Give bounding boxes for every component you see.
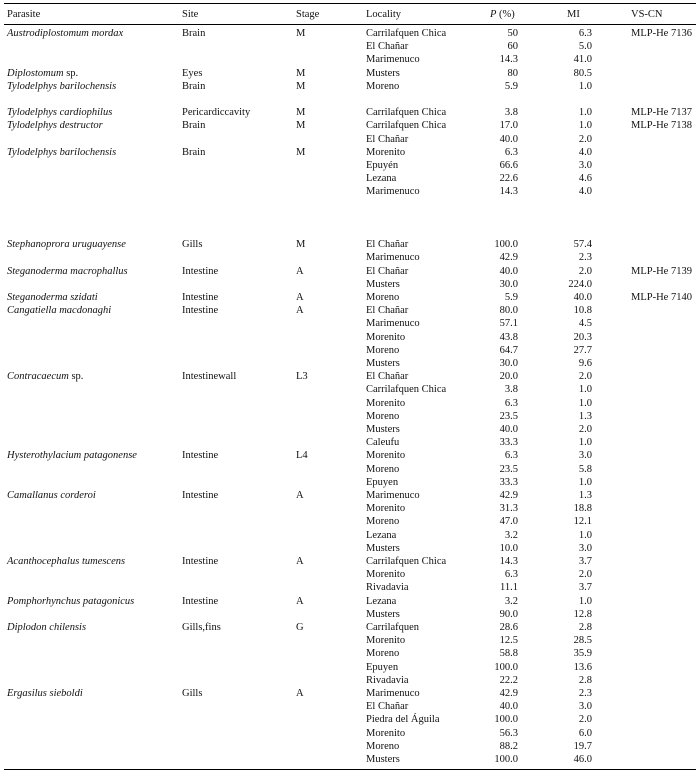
cell-locality: Marimenuco [366, 186, 420, 198]
cell-mean-intensity: 5.8 [578, 463, 592, 475]
cell-prevalence: 60 [507, 41, 518, 53]
cell-locality: Moreno [366, 80, 400, 92]
cell-stage: L4 [296, 450, 308, 462]
species-abbreviation: sp. [68, 371, 84, 383]
species-abbreviation: sp. [63, 67, 79, 79]
cell-locality: Carrilafquen Chica [366, 107, 447, 119]
cell-mean-intensity: 2.0 [578, 424, 592, 435]
cell-mean-intensity: 4.0 [578, 146, 592, 158]
cell-parasite: Austrodiplostomum mordax [7, 28, 124, 39]
genus-name: Diplostomum [7, 67, 64, 79]
cell-prevalence: 14.3 [499, 54, 518, 66]
cell-prevalence: 42.9 [499, 688, 518, 699]
cell-mean-intensity: 1.0 [578, 437, 592, 449]
cell-parasite: Diplodon chilensis [7, 622, 87, 633]
cell-site: Gills [182, 688, 203, 699]
cell-mean-intensity: 19.7 [573, 740, 592, 752]
cell-locality: Lezana [366, 529, 397, 541]
table-row [4, 410, 696, 423]
cell-locality: Morenito [366, 450, 406, 462]
cell-locality: Morenito [366, 331, 406, 343]
table-row [4, 317, 696, 330]
header-prevalence-symbol: P [490, 9, 497, 20]
table-row [4, 67, 696, 80]
table-row [4, 687, 696, 700]
cell-locality: Marimenuco [366, 252, 420, 264]
header-parasite: Parasite [7, 9, 41, 20]
cell-mean-intensity: 224.0 [568, 278, 592, 290]
table-row [4, 344, 696, 357]
table-row [4, 515, 696, 528]
cell-mean-intensity: 3.0 [578, 701, 592, 713]
cell-site: Intestine [182, 595, 219, 607]
cell-stage: A [296, 556, 304, 567]
cell-mean-intensity: 2.3 [578, 688, 592, 699]
table-row [4, 674, 696, 687]
cell-site: Gills [182, 239, 203, 251]
cell-locality: Musters [366, 358, 400, 369]
cell-parasite: Stephanoprora uruguayense [7, 239, 126, 251]
cell-mean-intensity: 57.4 [573, 239, 592, 251]
table-row [4, 53, 696, 66]
top-rule [4, 3, 696, 4]
cell-prevalence: 57.1 [499, 318, 518, 330]
cell-prevalence: 40.0 [499, 133, 518, 145]
cell-prevalence: 17.0 [499, 120, 518, 132]
cell-prevalence: 56.3 [499, 727, 518, 739]
cell-mean-intensity: 1.0 [578, 397, 592, 409]
cell-prevalence: 6.3 [504, 450, 518, 462]
table-row [4, 700, 696, 713]
cell-prevalence: 64.7 [499, 344, 518, 356]
table-row [4, 608, 696, 621]
table-row [4, 727, 696, 740]
table-row [4, 383, 696, 396]
cell-prevalence: 23.5 [499, 410, 518, 422]
cell-site: Intestine [182, 265, 219, 277]
cell-prevalence: 3.8 [504, 384, 518, 396]
cell-locality: Musters [366, 424, 400, 435]
cell-site: Eyes [182, 67, 203, 79]
cell-prevalence: 40.0 [499, 424, 518, 435]
cell-site: Brain [182, 120, 206, 132]
table-row [4, 753, 696, 766]
table-row [4, 713, 696, 726]
cell-prevalence: 40.0 [499, 701, 518, 713]
cell-mean-intensity: 9.6 [578, 358, 592, 369]
cell-voucher: MLP-He 7140 [631, 292, 692, 303]
cell-mean-intensity: 12.1 [573, 516, 592, 528]
cell-locality: Epuyén [366, 160, 399, 171]
cell-prevalence: 31.3 [499, 503, 518, 515]
cell-stage: M [296, 67, 306, 79]
cell-locality: Moreno [366, 648, 400, 660]
cell-prevalence: 58.8 [499, 648, 518, 660]
cell-prevalence: 30.0 [499, 278, 518, 290]
table-row [4, 106, 696, 119]
cell-mean-intensity: 1.0 [578, 384, 592, 396]
cell-site: Pericardiccavity [182, 107, 251, 119]
table-row [4, 251, 696, 264]
cell-locality: Morenito [366, 569, 406, 581]
table-row [4, 595, 696, 608]
cell-prevalence: 43.8 [499, 331, 518, 343]
header-site: Site [182, 9, 199, 20]
table-row [4, 397, 696, 410]
cell-locality: El Chañar [366, 371, 409, 383]
cell-mean-intensity: 12.8 [573, 608, 592, 620]
cell-mean-intensity: 1.0 [578, 107, 592, 119]
cell-mean-intensity: 1.0 [578, 476, 592, 488]
cell-voucher: MLP-He 7136 [631, 28, 692, 39]
cell-mean-intensity: 1.3 [578, 490, 592, 501]
cell-locality: Epuyen [366, 476, 399, 488]
cell-locality: Moreno [366, 740, 400, 752]
table-row [4, 463, 696, 476]
cell-voucher: MLP-He 7137 [631, 107, 692, 119]
table-row [4, 489, 696, 502]
cell-stage: M [296, 107, 306, 119]
cell-mean-intensity: 3.7 [578, 582, 592, 594]
cell-mean-intensity: 18.8 [573, 503, 592, 515]
cell-prevalence: 23.5 [499, 463, 518, 475]
cell-mean-intensity: 28.5 [573, 635, 592, 647]
cell-prevalence: 6.3 [504, 397, 518, 409]
cell-mean-intensity: 80.5 [573, 67, 592, 79]
cell-stage: A [296, 265, 304, 277]
cell-stage: A [296, 595, 304, 607]
cell-site: Brain [182, 80, 206, 92]
cell-mean-intensity: 6.0 [578, 727, 592, 739]
cell-locality: Musters [366, 754, 400, 765]
cell-parasite: Pomphorhynchus patagonicus [7, 595, 135, 607]
cell-mean-intensity: 2.0 [578, 714, 592, 726]
cell-mean-intensity: 1.0 [578, 595, 592, 607]
cell-mean-intensity: 13.6 [573, 661, 592, 673]
cell-mean-intensity: 40.0 [573, 292, 592, 303]
table-row [4, 449, 696, 462]
cell-mean-intensity: 2.0 [578, 265, 592, 277]
cell-locality: Moreno [366, 344, 400, 356]
table-row [4, 555, 696, 568]
cell-site: Brain [182, 146, 206, 158]
cell-mean-intensity: 35.9 [573, 648, 592, 660]
cell-stage: L3 [296, 371, 308, 383]
cell-stage: M [296, 28, 306, 39]
table-row [4, 291, 696, 304]
table-row [4, 529, 696, 542]
table-row [4, 357, 696, 370]
cell-prevalence: 30.0 [499, 358, 518, 369]
cell-prevalence: 88.2 [499, 740, 518, 752]
cell-prevalence: 33.3 [499, 476, 518, 488]
table-row [4, 621, 696, 634]
cell-prevalence: 100.0 [494, 239, 518, 251]
cell-mean-intensity: 6.3 [578, 28, 592, 39]
cell-prevalence: 100.0 [494, 754, 518, 765]
table-row [4, 27, 696, 40]
cell-voucher: MLP-He 7139 [631, 265, 692, 277]
cell-prevalence: 3.8 [504, 107, 518, 119]
cell-prevalence: 80.0 [499, 305, 518, 317]
cell-mean-intensity: 2.0 [578, 133, 592, 145]
cell-prevalence: 33.3 [499, 437, 518, 449]
header-prevalence-unit: (%) [496, 9, 515, 20]
table-row [4, 304, 696, 317]
cell-prevalence: 10.0 [499, 542, 518, 554]
cell-locality: Musters [366, 67, 400, 79]
table-row [4, 423, 696, 436]
table-row [4, 278, 696, 291]
cell-locality: El Chañar [366, 265, 409, 277]
cell-parasite: Steganoderma szidati [7, 292, 98, 303]
table-row [4, 370, 696, 383]
cell-stage: M [296, 239, 306, 251]
cell-prevalence: 12.5 [499, 635, 518, 647]
cell-mean-intensity: 27.7 [573, 344, 592, 356]
cell-parasite: Acanthocephalus tumescens [7, 556, 126, 567]
cell-parasite: Tylodelphys cardiophilus [7, 107, 113, 119]
cell-locality: Carrilafquen Chica [366, 384, 447, 396]
cell-locality: Moreno [366, 410, 400, 422]
cell-mean-intensity: 3.0 [578, 160, 592, 171]
cell-prevalence: 6.3 [504, 146, 518, 158]
cell-site: Intestine [182, 450, 219, 462]
genus-name: Contracaecum [7, 371, 69, 383]
cell-locality: Piedra del Águila [366, 714, 440, 726]
cell-parasite [7, 67, 78, 80]
cell-locality: Marimenuco [366, 688, 420, 699]
cell-parasite: Tylodelphys destructor [7, 120, 103, 132]
cell-locality: Lezana [366, 595, 397, 607]
cell-locality: El Chañar [366, 133, 409, 145]
cell-mean-intensity: 3.0 [578, 450, 592, 462]
cell-prevalence: 80 [507, 67, 518, 79]
table-row [4, 172, 696, 185]
table-row [4, 331, 696, 344]
cell-prevalence: 20.0 [499, 371, 518, 383]
cell-locality: El Chañar [366, 701, 409, 713]
cell-locality: Rivadavia [366, 582, 409, 594]
table-row [4, 80, 696, 93]
cell-mean-intensity: 2.0 [578, 371, 592, 383]
cell-stage: M [296, 80, 306, 92]
cell-parasite: Tylodelphys barilochensis [7, 80, 117, 92]
cell-locality: Carrilafquen [366, 622, 420, 633]
cell-mean-intensity: 41.0 [573, 54, 592, 66]
cell-parasite: Ergasilus sieboldi [7, 688, 83, 699]
cell-locality: Morenito [366, 503, 406, 515]
cell-prevalence: 28.6 [499, 622, 518, 633]
cell-locality: El Chañar [366, 305, 409, 317]
table-row [4, 661, 696, 674]
cell-mean-intensity: 5.0 [578, 41, 592, 53]
cell-prevalence: 22.2 [499, 674, 518, 686]
cell-parasite: Cangatiella macdonaghi [7, 305, 112, 317]
table-row [4, 542, 696, 555]
cell-prevalence: 14.3 [499, 556, 518, 567]
header-locality: Locality [366, 9, 401, 20]
cell-locality: Marimenuco [366, 490, 420, 501]
cell-locality: Carrilafquen Chica [366, 120, 447, 132]
cell-locality: Carrilafquen Chica [366, 556, 447, 567]
table-row [4, 146, 696, 159]
cell-locality: Morenito [366, 635, 406, 647]
cell-stage: A [296, 490, 304, 501]
cell-mean-intensity: 2.0 [578, 569, 592, 581]
cell-mean-intensity: 10.8 [573, 305, 592, 317]
table-row [4, 740, 696, 753]
cell-locality: Morenito [366, 146, 406, 158]
cell-locality: Rivadavia [366, 674, 409, 686]
cell-mean-intensity: 1.0 [578, 80, 592, 92]
cell-prevalence: 5.9 [504, 80, 518, 92]
cell-prevalence: 3.2 [504, 595, 518, 607]
cell-stage: G [296, 622, 304, 633]
cell-voucher: MLP-He 7138 [631, 120, 692, 132]
cell-site: Intestine [182, 292, 219, 303]
cell-site: Intestinewall [182, 371, 237, 383]
table-row [4, 476, 696, 489]
cell-mean-intensity: 2.3 [578, 252, 592, 264]
header-mean-intensity: MI [567, 9, 580, 20]
cell-locality: Morenito [366, 397, 406, 409]
cell-site: Brain [182, 28, 206, 39]
cell-locality: Musters [366, 278, 400, 290]
cell-site: Gills,fins [182, 622, 221, 633]
cell-parasite [7, 370, 83, 383]
cell-mean-intensity: 1.0 [578, 120, 592, 132]
cell-stage: M [296, 146, 306, 158]
table-row [4, 581, 696, 594]
table-row [4, 502, 696, 515]
cell-parasite: Hysterothylacium patagonense [7, 450, 137, 462]
cell-locality: El Chañar [366, 239, 409, 251]
table-row [4, 119, 696, 132]
table-row [4, 634, 696, 647]
cell-parasite: Tylodelphys barilochensis [7, 146, 117, 158]
cell-prevalence: 90.0 [499, 608, 518, 620]
cell-stage: A [296, 305, 304, 317]
cell-stage: A [296, 292, 304, 303]
cell-stage: M [296, 120, 306, 132]
cell-locality: Moreno [366, 463, 400, 475]
cell-prevalence: 42.9 [499, 490, 518, 501]
table-row [4, 568, 696, 581]
cell-site: Intestine [182, 556, 219, 567]
table-row [4, 40, 696, 53]
cell-prevalence: 40.0 [499, 265, 518, 277]
cell-prevalence: 3.2 [504, 529, 518, 541]
cell-mean-intensity: 2.8 [578, 674, 592, 686]
cell-locality: Musters [366, 608, 400, 620]
cell-prevalence: 11.1 [500, 582, 518, 594]
cell-mean-intensity: 3.0 [578, 542, 592, 554]
cell-locality: Marimenuco [366, 318, 420, 330]
header-voucher: VS-CN [631, 9, 663, 20]
cell-locality: El Chañar [366, 41, 409, 53]
cell-mean-intensity: 4.0 [578, 186, 592, 198]
cell-prevalence: 14.3 [499, 186, 518, 198]
table-row [4, 133, 696, 146]
cell-mean-intensity: 1.0 [578, 529, 592, 541]
cell-locality: Epuyen [366, 661, 399, 673]
table-row [4, 647, 696, 660]
cell-parasite: Camallanus corderoi [7, 490, 96, 501]
cell-mean-intensity: 3.7 [578, 556, 592, 567]
cell-locality: Carrilafquen Chica [366, 28, 447, 39]
cell-locality: Moreno [366, 292, 400, 303]
cell-site: Intestine [182, 490, 219, 501]
cell-locality: Musters [366, 542, 400, 554]
cell-mean-intensity: 46.0 [573, 754, 592, 765]
cell-prevalence: 5.9 [504, 292, 518, 303]
cell-prevalence: 100.0 [494, 714, 518, 726]
table-row [4, 185, 696, 198]
table-row [4, 159, 696, 172]
cell-prevalence: 6.3 [504, 569, 518, 581]
cell-locality: Lezana [366, 173, 397, 185]
cell-parasite: Steganoderma macrophallus [7, 265, 128, 277]
table-row [4, 436, 696, 449]
table-row [4, 265, 696, 278]
table-row [4, 238, 696, 251]
cell-mean-intensity: 20.3 [573, 331, 592, 343]
cell-mean-intensity: 1.3 [578, 410, 592, 422]
cell-locality: Marimenuco [366, 54, 420, 66]
cell-site: Intestine [182, 305, 219, 317]
cell-mean-intensity: 4.6 [578, 173, 592, 185]
cell-prevalence: 66.6 [499, 160, 518, 171]
cell-locality: Morenito [366, 727, 406, 739]
cell-mean-intensity: 2.8 [578, 622, 592, 633]
cell-prevalence: 100.0 [494, 661, 518, 673]
cell-stage: A [296, 688, 304, 699]
cell-mean-intensity: 4.5 [578, 318, 592, 330]
cell-locality: Caleufu [366, 437, 400, 449]
cell-prevalence: 47.0 [499, 516, 518, 528]
cell-prevalence: 50 [507, 28, 518, 39]
header-stage: Stage [296, 9, 320, 20]
header-rule [4, 24, 696, 25]
cell-prevalence: 42.9 [499, 252, 518, 264]
header-prevalence [490, 8, 515, 21]
cell-locality: Moreno [366, 516, 400, 528]
cell-prevalence: 22.6 [499, 173, 518, 185]
